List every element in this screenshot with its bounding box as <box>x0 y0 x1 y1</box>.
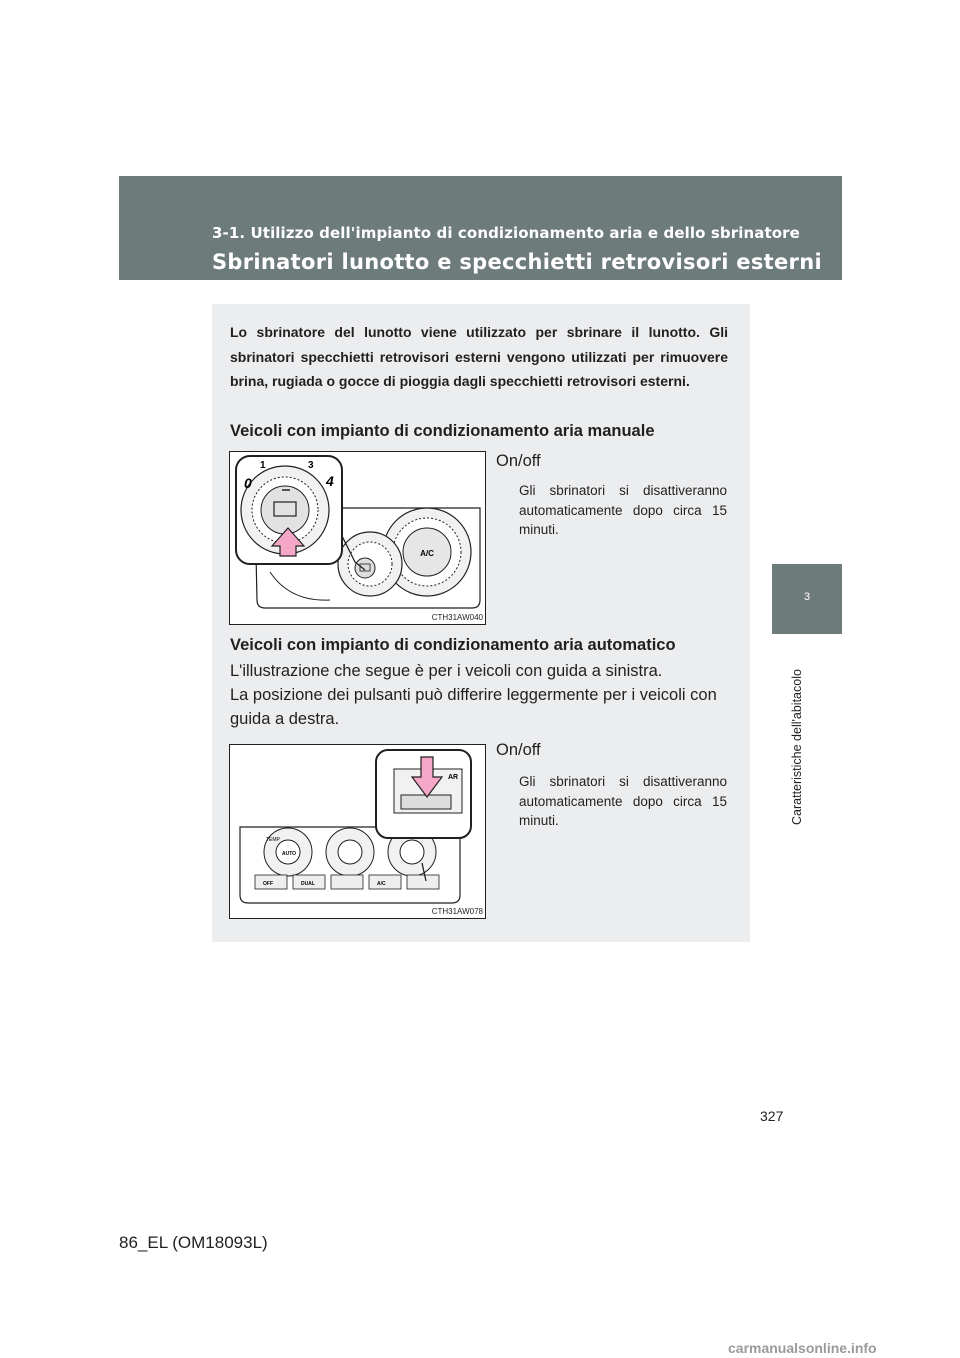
automatic-note-2: La posizione dei pulsanti può differire leggermente per i veicoli con guida a destra. <box>230 686 717 728</box>
figure-code-manual: CTH31AW040 <box>431 613 483 622</box>
automatic-onoff-title: On/off <box>496 741 541 759</box>
automatic-ac-heading: Veicoli con impianto di condizionamento aria automatico <box>230 636 676 654</box>
dial-label-0: 0 <box>244 475 252 491</box>
dial-label-3: 3 <box>308 460 314 471</box>
manual-ac-heading: Veicoli con impianto di condizionamento aria manuale <box>230 422 655 440</box>
watermark: carmanualsonline.info <box>728 1340 877 1356</box>
automatic-ac-drawing <box>230 745 485 918</box>
dial-label-4: 4 <box>326 473 334 489</box>
chapter-tab <box>772 564 842 634</box>
off-label: OFF <box>263 881 273 887</box>
dual-label: DUAL <box>301 881 315 887</box>
rear-defog-label: AR <box>448 774 459 781</box>
automatic-ac-illustration <box>229 744 486 919</box>
chapter-label: Caratteristiche dell'abitacolo <box>790 669 804 825</box>
manual-code: 86_EL (OM18093L) <box>119 1233 268 1252</box>
intro-paragraph: Lo sbrinatore del lunotto viene utilizzato per sbrinare il lunotto. Gli sbrinatori specchietti retrovisori esterni vengono utilizzati per rimuovere brina, rugiada o gocce di pioggia dagli specchietti retrovisori esterni. <box>230 324 728 389</box>
page-title: Sbrinatori lunotto e specchietti retrovisori esterni <box>212 250 822 274</box>
manual-ac-drawing <box>230 452 485 624</box>
manual-onoff-title: On/off <box>496 452 541 470</box>
ac-label: A/C <box>377 881 386 887</box>
auto-label: AUTO <box>282 851 297 857</box>
chapter-label-container <box>782 645 812 825</box>
ac-button-label: A/C <box>420 549 434 558</box>
temp-label: TEMP <box>266 837 280 843</box>
automatic-onoff-description: Gli sbrinatori si disattiveranno automaticamente dopo circa 15 minuti. <box>519 774 727 828</box>
automatic-note-1: L'illustrazione che segue è per i veicoli con guida a sinistra. <box>230 662 663 680</box>
section-title: 3-1. Utilizzo dell'impianto di condizionamento aria e dello sbrinatore <box>212 224 800 242</box>
manual-onoff-description: Gli sbrinatori si disattiveranno automaticamente dopo circa 15 minuti. <box>519 483 727 537</box>
figure-code-automatic: CTH31AW078 <box>431 907 483 916</box>
manual-ac-illustration <box>229 451 486 625</box>
chapter-number: 3 <box>803 591 811 603</box>
dial-label-1: 1 <box>260 460 266 471</box>
page-number: 327 <box>760 1108 784 1124</box>
